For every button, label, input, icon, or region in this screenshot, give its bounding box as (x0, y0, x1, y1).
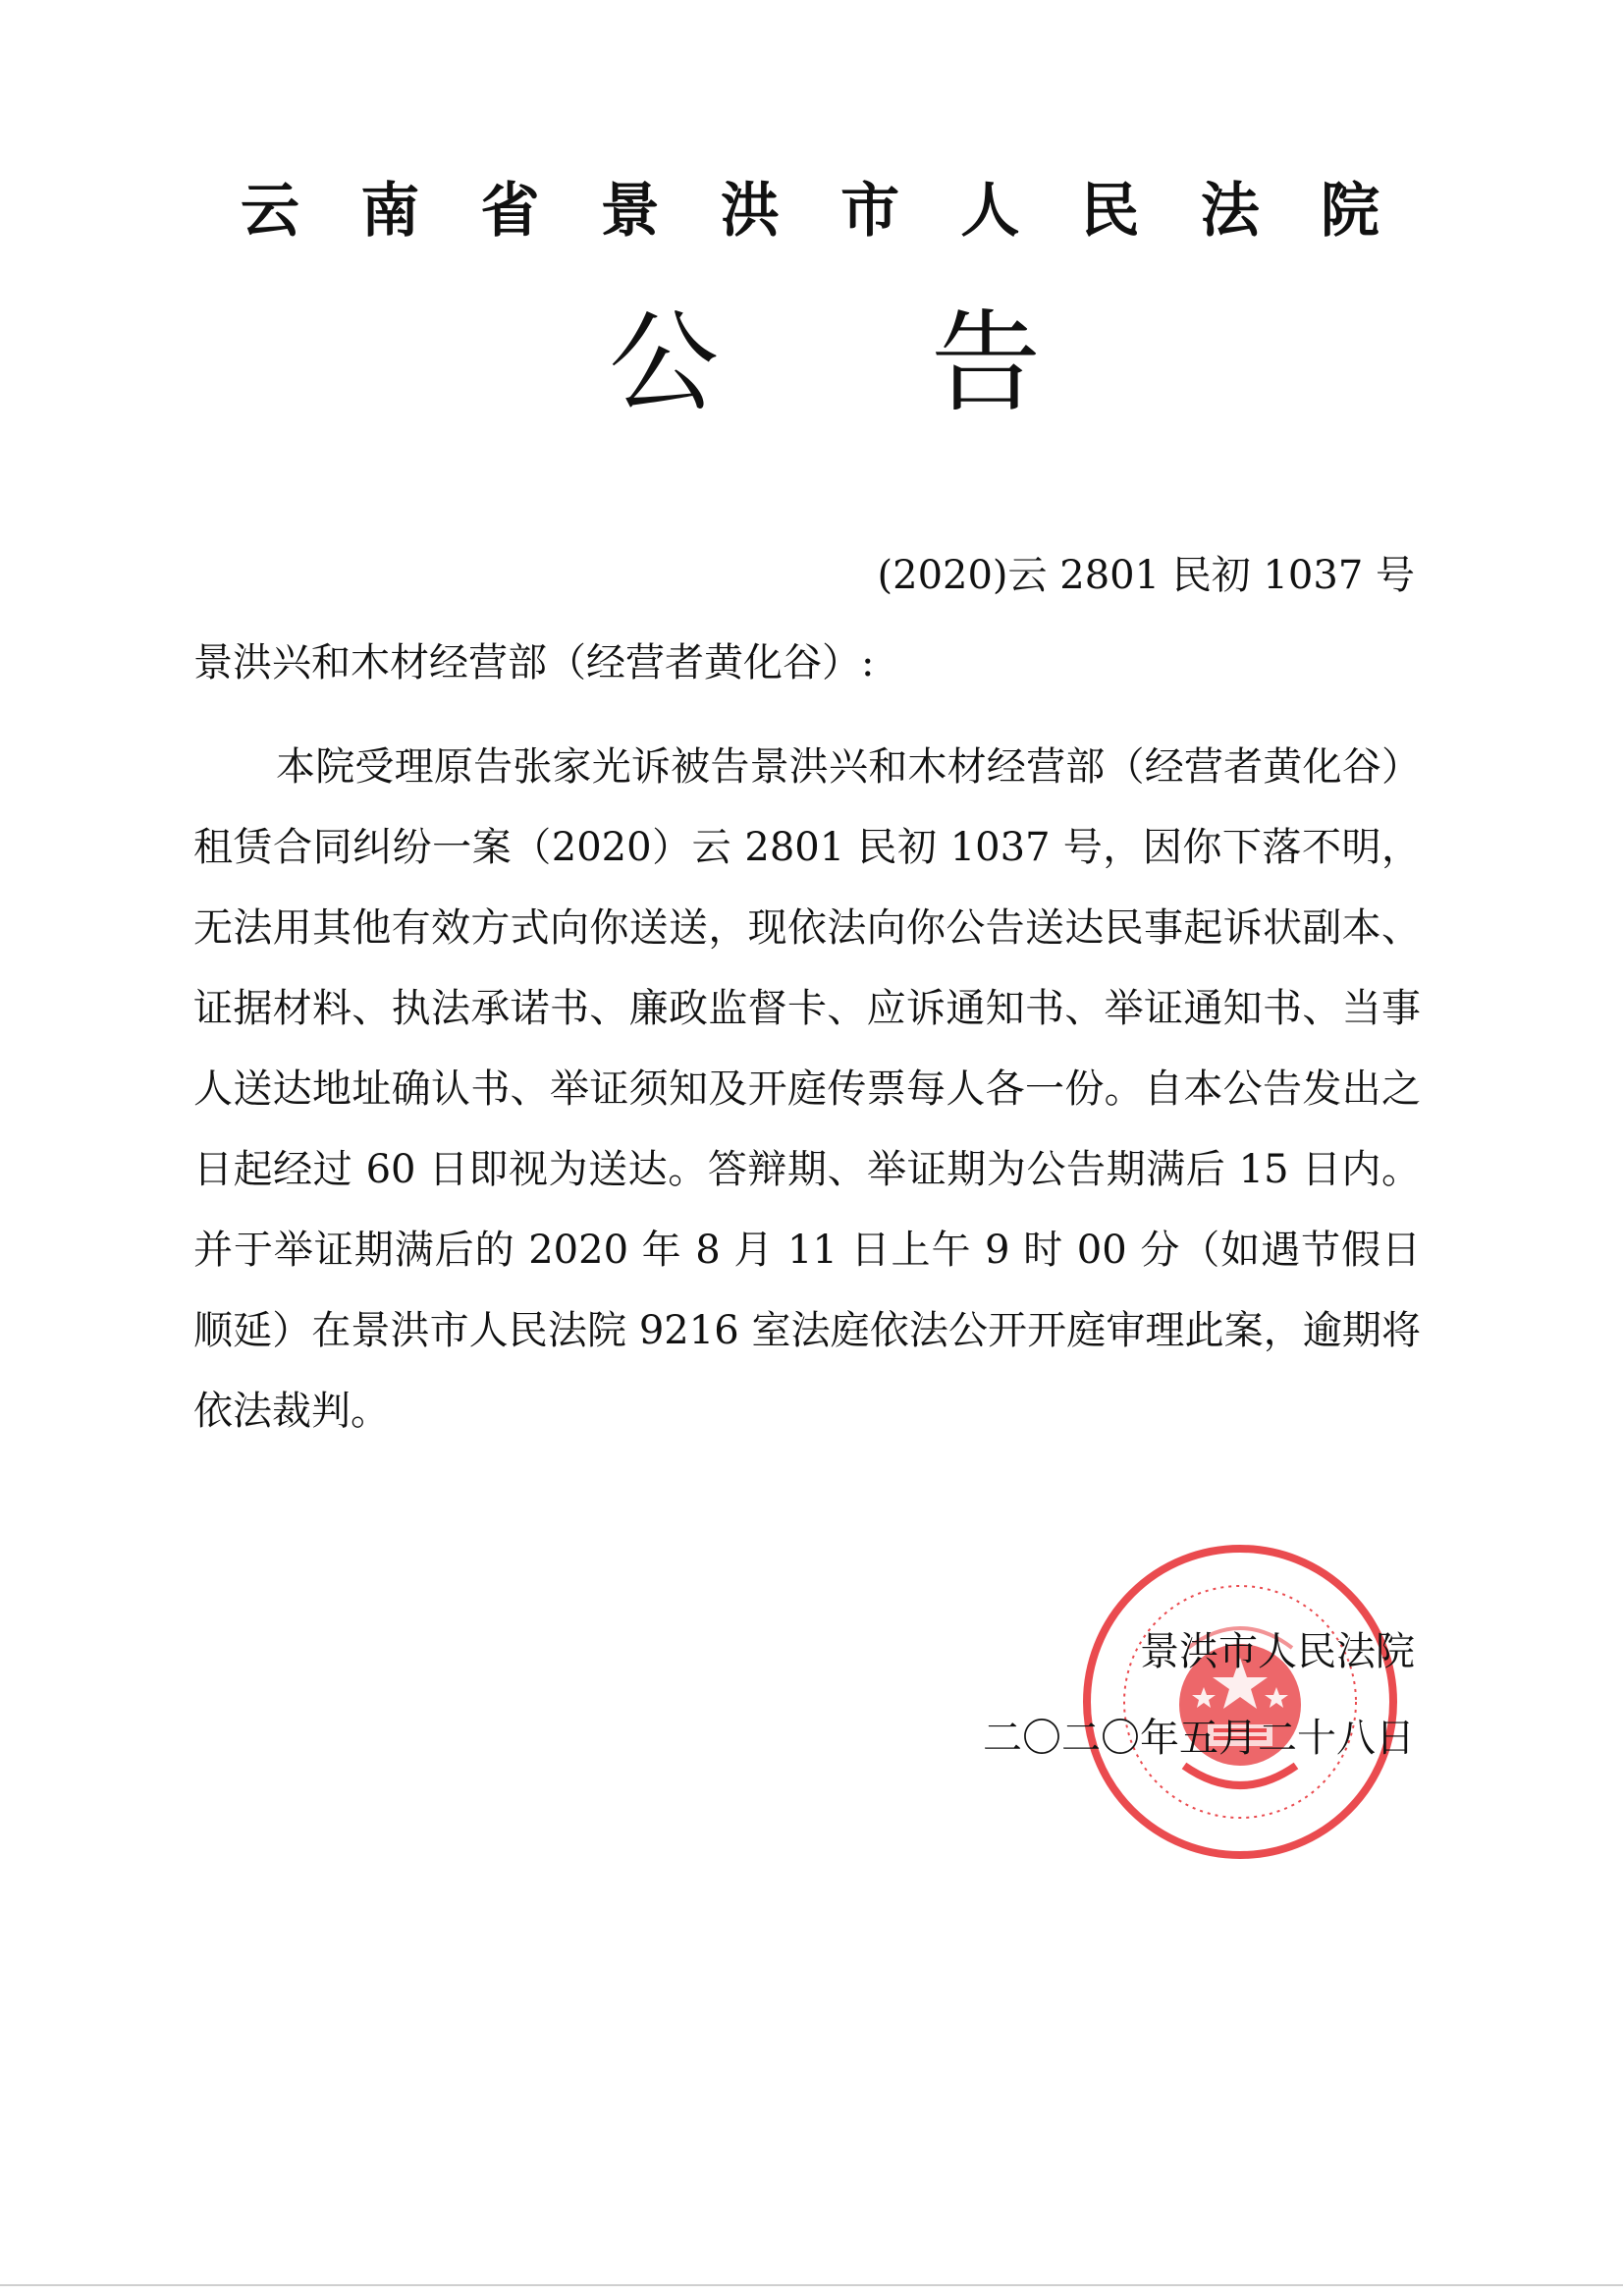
signature-date: 二〇二〇年五月二十八日 (983, 1716, 1415, 1761)
scan-edge-divider (0, 2284, 1623, 2286)
court-name-char: 民 (1080, 177, 1140, 246)
case-number: (2020)云 2801 民初 1037 号 (877, 553, 1415, 598)
notice-body: 本院受理原告张家光诉被告景洪兴和木材经营部（经营者黄化谷）租赁合同纠纷一案（2020）云 2801 民初 1037 号，因你下落不明，无法用其他有效方式向你送送，现依法向你公告送达民事起诉状副本、证据材料、执法承诺书、廉政监督卡、应诉通知书、举证通知书、当事人送达地址确认书、举证须知及开庭传票每人各一份。自本公告发出之日起经过 60 日即视为送达。答辩期、举证期为公告期满后 15 日内。并于举证期满后的 2020 年 8 月 11 日上午 9 时 00 分（如遇节假日顺延）在景洪市人民法院 9216 室法庭依法公开开庭审理此案，逾期将依法裁判。 (193, 744, 1421, 1434)
court-name-char: 南 (360, 177, 420, 246)
notice-title-char: 公 (609, 300, 719, 427)
court-name-char: 市 (840, 177, 900, 246)
court-name-char: 法 (1200, 177, 1260, 246)
court-name-char: 云 (241, 177, 299, 246)
court-name-char: 人 (960, 177, 1020, 246)
signature-court: 景洪市人民法院 (1140, 1629, 1415, 1674)
court-seal-emblem-icon (1078, 1540, 1402, 1864)
notice-title (609, 300, 1041, 427)
court-name-char: 景 (600, 177, 660, 246)
court-name-char: 省 (480, 177, 540, 246)
recipient-line: 景洪兴和木材经营部（经营者黄化谷）: (193, 640, 875, 685)
court-name-char: 洪 (720, 177, 780, 246)
notice-title-char: 告 (931, 300, 1041, 427)
court-name-heading (241, 172, 1380, 250)
court-name-char: 院 (1320, 177, 1380, 246)
